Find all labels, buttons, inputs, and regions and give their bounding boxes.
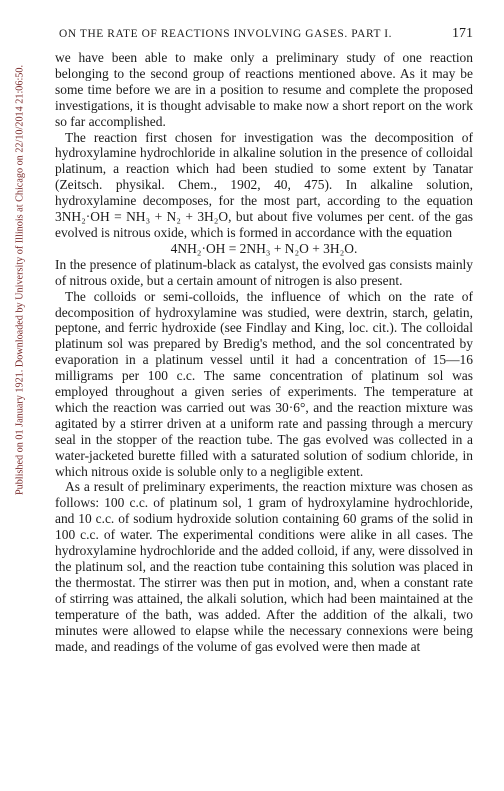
running-head-title: ON THE RATE OF REACTIONS INVOLVING GASES. PART I. (59, 28, 393, 40)
paragraph: The reaction first chosen for investigation was the decomposition of hydroxylamine hydrochloride in alkaline solution in the presence of colloidal platinum, a reaction which had been studied to some extent by Tanatar (Zeitsch. physikal. Chem., 1902, 40, 475). In alkaline solution, hydroxylamine decomposes, for the most part, according to the equation 3NH₂·OH = NH₃ + N₂ + 3H₂O, but about five volumes per cent. of the gas evolved is nitrous oxide, which is formed in accordance with the equation (55, 129, 473, 240)
article-body (55, 50, 473, 654)
paragraph: we have been able to make only a preliminary study of one reaction belonging to the second group of reactions mentioned above. As it may be some time before we are in a position to resume and complete the proposed investigations, it is thought advisable to make now a short report on the work so far accomplished. (55, 50, 473, 129)
download-watermark (13, 10, 27, 550)
paragraph: As a result of preliminary experiments, the reaction mixture was chosen as follows: 100 c.c. of platinum sol, 1 gram of hydroxylamine hydrochloride, and 10 c.c. of sodium hydroxide solution containing 60 grams of the solid in 100 c.c. of water. The experimental conditions were alike in all cases. The hydroxylamine hydrochloride and the added colloid, if any, were dissolved in the platinum sol, and the reaction tube containing this solution was placed in the thermostat. The stirrer was then put in motion, and, when a constant rate of stirring was attained, the alkali solution, which had been maintained at the temperature of the bath, was added. After the addition of the alkali, two minutes were allowed to elapse while the necessary connexions were being made, and readings of the volume of gas evolved were then made at (55, 479, 473, 654)
running-head (55, 26, 473, 42)
page-number: 171 (452, 26, 473, 41)
paragraph: The colloids or semi-colloids, the influence of which on the rate of decomposition of hydroxylamine was studied, were dextrin, starch, gelatin, peptone, and ferric hydroxide (see Findlay and King, loc. cit.). The colloidal platinum sol was prepared by Bredig's method, and the sol concentrated by evaporation in a platinum vessel until it had a concentration of 15—16 milligrams per 100 c.c. The same concentration of platinum sol was employed throughout a given series of experiments. The temperature at which the reaction was carried out was 30·6°, and the reaction mixture was agitated by a stirrer driven at a uniform rate and passing through a mercury seal in the stopper of the reaction tube. The gas evolved was collected in a water-jacketed burette filled with a saturated solution of sodium chloride, in which nitrous oxide is soluble only to a negligible extent. (55, 288, 473, 479)
journal-page (55, 26, 473, 654)
paragraph: In the presence of platinum-black as catalyst, the evolved gas consists mainly of nitrous oxide, but a certain amount of nitrogen is also present. (55, 256, 473, 288)
download-watermark-text: Published on 01 January 1921. Downloaded by University of Illinois at Chicago on 22/10/2014 21:06:50. (14, 64, 26, 496)
equation: 4NH₂·OH = 2NH₃ + N₂O + 3H₂O. (170, 240, 358, 256)
